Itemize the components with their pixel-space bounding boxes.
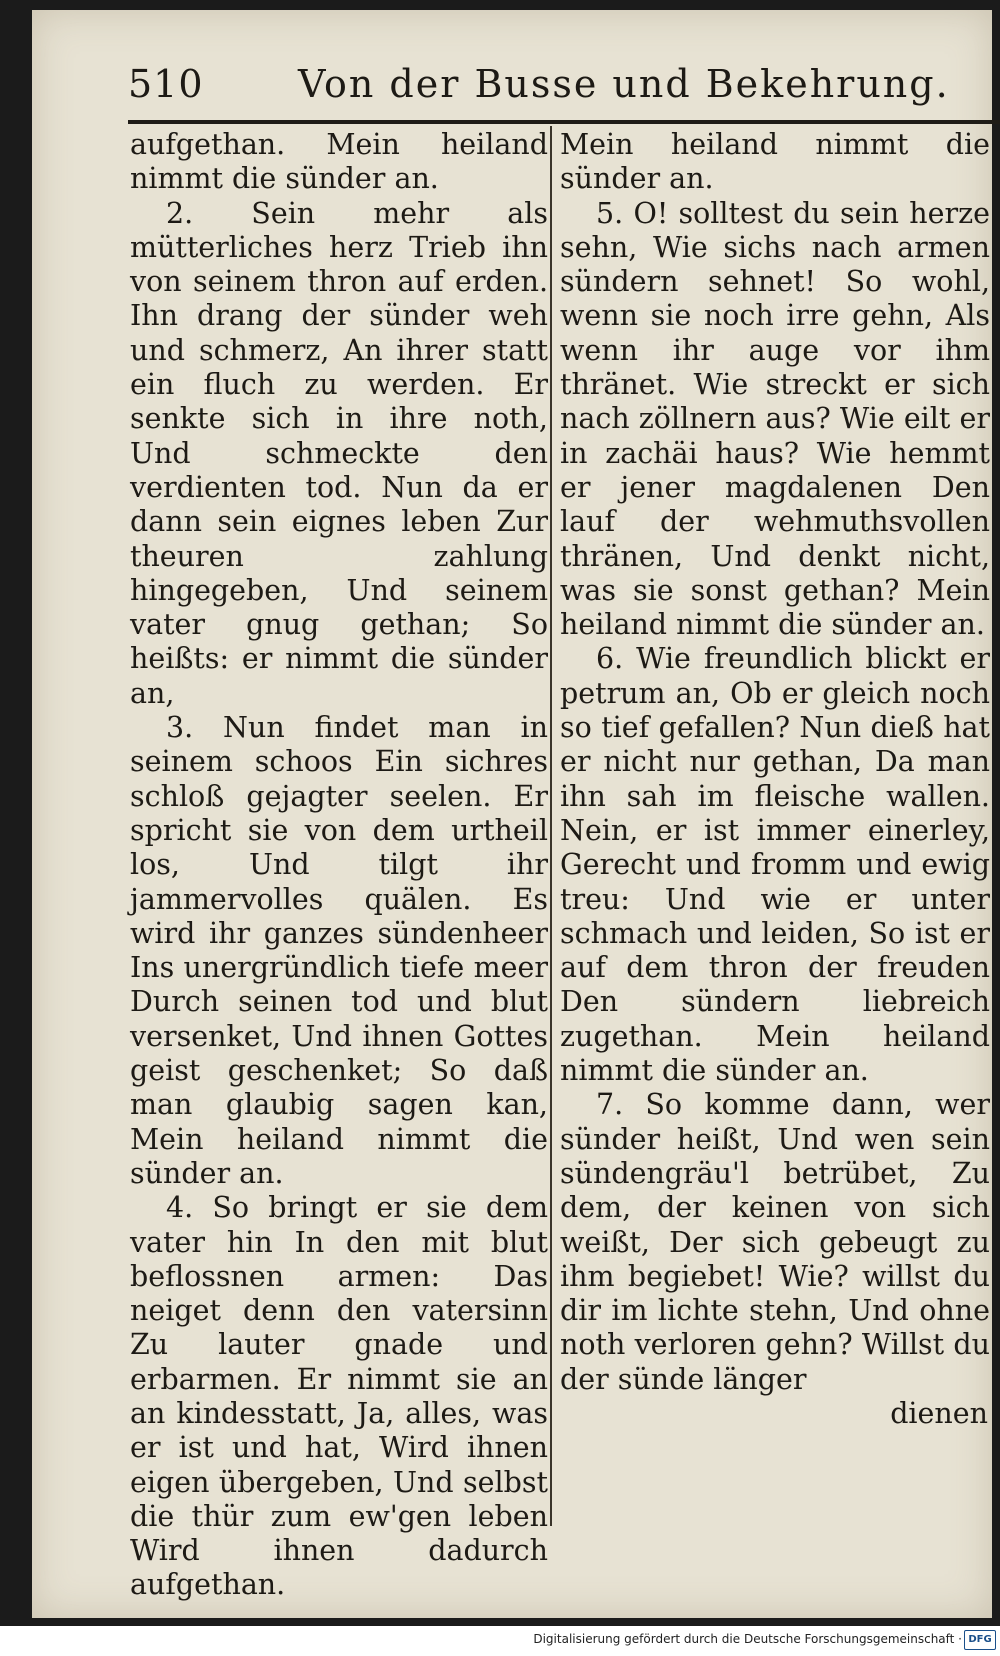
verse-refrain: Mein heiland nimmt die sünder an.	[560, 128, 990, 196]
column-divider	[550, 126, 552, 1526]
book-page	[32, 10, 992, 1618]
page-content	[32, 10, 992, 1618]
verse-6: 6. Wie freundlich blickt er petrum an, Ob er gleich noch so tief gefallen? Nun dieß hat er nicht nur gethan, Da man ihn sah im fleische wallen. Nein, er ist immer einerley, Gerecht und fromm und ewig treu: Und wie er unter schmach und leiden, So ist er auf dem thron der freuden Den sündern liebreich zugethan. Mein heiland nimmt die sünder an.	[560, 642, 990, 1088]
left-column	[130, 128, 548, 1603]
verse-3: 3. Nun findet man in seinem schoos Ein sichres schloß gejagter seelen. Er spricht sie von dem urtheil los, Und tilgt ihr jammervolles quälen. Es wird ihr ganzes sündenheer Ins unergründlich tiefe meer Durch seinen tod und blut versenket, Und ihnen Gottes geist geschenket; So daß man glaubig sagen kan, Mein heiland nimmt die sünder an.	[130, 711, 548, 1190]
verse-continuation: aufgethan. Mein heiland nimmt die sünder an.	[130, 128, 548, 196]
page-header	[128, 62, 988, 118]
verse-2: 2. Sein mehr als mütterliches herz Trieb ihn von seinem thron auf erden. Ihn drang der sünder weh und schmerz, An ihrer statt ein fluch zu werden. Er senkte sich in ihre noth, Und schmeckte den verdienten tod. Nun da er dann sein eignes leben Zur theuren zahlung hingegeben, Und seinem vater gnug gethan; So heißts: er nimmt die sünder an,	[130, 196, 548, 710]
verse-4: 4. So bringt er sie dem vater hin In den mit blut beflossnen armen: Das neiget denn den vatersinn Zu lauter gnade und erbarmen. Er nimmt sie an an kindesstatt, Ja, alles, was er ist und hat, Wird ihnen eigen übergeben, Und selbst die thür zum ew'gen leben Wird ihnen dadurch aufgethan.	[130, 1191, 548, 1602]
funding-credit: Digitalisierung gefördert durch die Deutsche Forschungsgemeinschaft ·	[533, 1632, 962, 1646]
header-rule	[128, 120, 1000, 124]
digitization-footer	[0, 1626, 1000, 1656]
catchword: dienen	[890, 1396, 988, 1430]
verse-5: 5. O! solltest du sein herze sehn, Wie sichs nach armen sündern sehnet! So wohl, wenn sie noch irre gehn, Als wenn ihr auge vor ihm thränet. Wie streckt er sich nach zöllnern aus? Wie eilt er in zachäi haus? Wie hemmt er jener magdalenen Den lauf der wehmuthsvollen thränen, Und denkt nicht, was sie sonst gethan? Mein heiland nimmt die sünder an.	[560, 196, 990, 642]
verse-7: 7. So komme dann, wer sünder heißt, Und wen sein sündengräu'l betrübet, Zu dem, der keinen von sich weißt, Der sich gebeugt zu ihm begiebet! Wie? willst du dir im lichte stehn, Und ohne noth verloren gehn? Willst du der sünde länger	[560, 1088, 990, 1396]
dfg-logo-icon: DFG	[964, 1630, 996, 1650]
running-title: Von der Busse und Bekehrung.	[298, 62, 950, 106]
right-column	[560, 128, 990, 1431]
page-number: 510	[128, 62, 204, 106]
